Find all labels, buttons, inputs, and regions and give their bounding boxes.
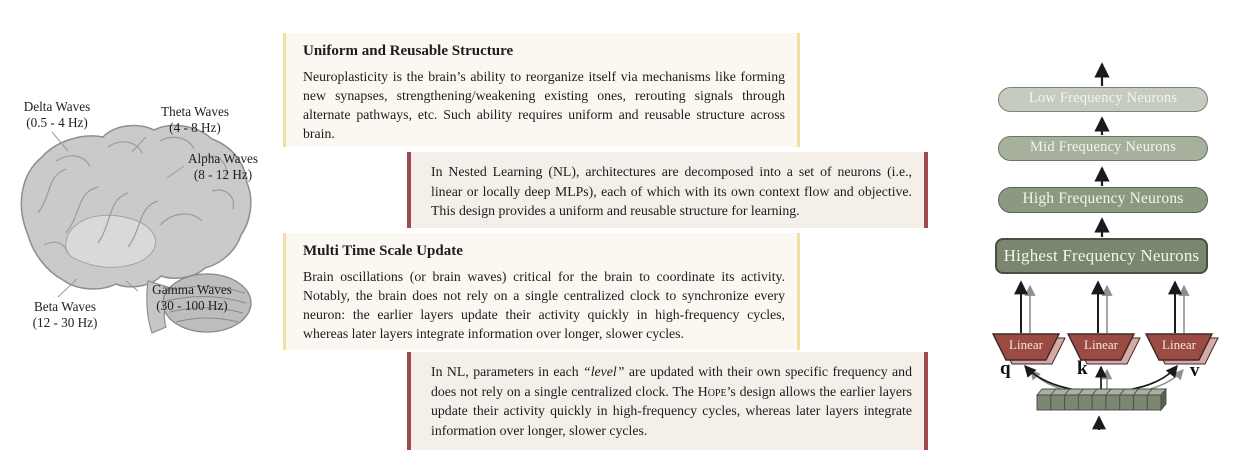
callout-body: In NL, parameters in each “level” are updated with their own specific frequency and does not rely on a single centralized clock. The Hope’s design allows the earlier layers update their activity quickly in high-frequency cycles, whereas later layers integrate information over longer, slower cycles. [431, 364, 912, 438]
callout-body: Neuroplasticity is the brain’s ability to reorganize itself via mechanisms like forming new synapses, strengthening/weakening existing ones, rerouting signals through alternate pathways, etc. Such ability requires uniform and reusable structure across brain. [303, 69, 785, 142]
brain-wave-label-beta [15, 299, 115, 330]
wave-name: Gamma Waves [152, 282, 232, 297]
wave-range: (0.5 - 4 Hz) [26, 114, 88, 130]
brain-wave-label-gamma [134, 282, 250, 313]
brain-wave-label-alpha [175, 151, 271, 182]
wave-name: Beta Waves [33, 299, 97, 314]
level-mid-frequency-neurons: Mid Frequency Neurons [998, 136, 1208, 161]
v-label: v [1190, 360, 1200, 381]
wave-name: Delta Waves [23, 99, 91, 114]
wave-range: (4 - 8 Hz) [169, 119, 221, 135]
callout-box-uniform-structure [283, 33, 800, 147]
wave-name: Theta Waves [161, 104, 229, 119]
wave-range: (30 - 100 Hz) [156, 297, 228, 313]
linear-projection-q: Linear [1009, 337, 1043, 352]
level-highest-frequency-neurons: Highest Frequency Neurons [995, 238, 1208, 274]
brain-wave-label-theta [147, 104, 243, 135]
callout-box-nl-structure [407, 152, 928, 228]
callout-title: Multi Time Scale Update [303, 243, 463, 259]
level-low-frequency-neurons: Low Frequency Neurons [998, 87, 1208, 112]
token-bar [1037, 389, 1166, 410]
callout-title: Uniform and Reusable Structure [303, 43, 514, 59]
callout-body: In Nested Learning (NL), architectures are decomposed into a set of neurons (i.e., linear or locally deep MLPs), each of which with its own context flow and objective. This design provides a uniform and reusable structure for learning. [431, 164, 912, 219]
wave-range: (8 - 12 Hz) [193, 166, 253, 182]
linear-projection-v: Linear [1162, 337, 1196, 352]
linear-projection-k: Linear [1084, 337, 1118, 352]
projection-arrows [1021, 282, 1184, 333]
callout-box-nl-update [407, 352, 928, 450]
brain-cerebrum [21, 125, 250, 288]
wave-name: Alpha Waves [187, 151, 259, 166]
q-label: q [1000, 358, 1011, 379]
wave-range: (12 - 30 Hz) [32, 314, 98, 330]
callout-body: Brain oscillations (or brain waves) critical for the brain to coordinate its activity. Notably, the brain does not rely on a single centralized clock to synchronize every neuron: the earlier layers update their activity quickly in high-frequency cycles, whereas later layers integrate information over longer, slower cycles. [303, 269, 785, 342]
k-label: k [1077, 358, 1088, 379]
level-high-frequency-neurons: High Frequency Neurons [998, 187, 1208, 213]
callout-box-multi-time-scale [283, 233, 800, 350]
brain-wave-label-delta [9, 99, 105, 130]
